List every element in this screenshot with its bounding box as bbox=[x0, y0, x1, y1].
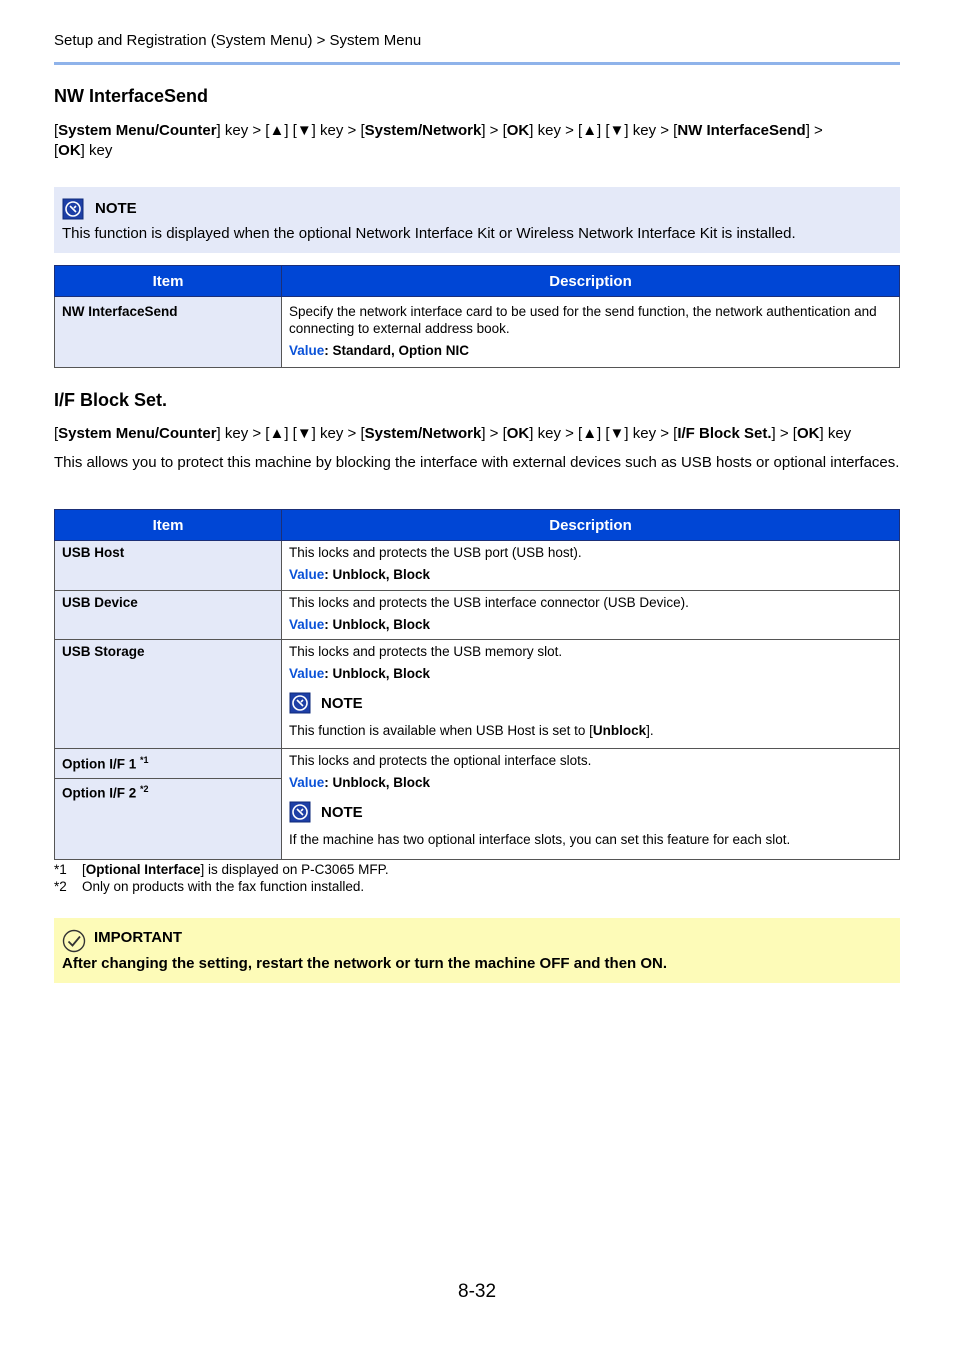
footnote-2-text: Only on products with the fax function installed. bbox=[82, 879, 365, 894]
description-text: This locks and protects the USB interface connector (USB Device). bbox=[289, 595, 689, 610]
row-item-usb-host: USB Host bbox=[55, 541, 282, 591]
menu-path-text: [ bbox=[54, 425, 59, 442]
value-line bbox=[289, 616, 892, 633]
intro-paragraph: This allows you to protect this machine by blocking the interface with external devices such as USB hosts or optional interfaces. bbox=[54, 454, 900, 471]
menu-path-text: ] key > [▲] [▼] key > [ bbox=[216, 425, 365, 442]
note-text: This function is displayed when the optional Network Interface Kit or Wireless Network Interface Kit is installed. bbox=[62, 225, 796, 242]
table-row bbox=[55, 297, 900, 368]
menu-path-text: [ bbox=[54, 142, 59, 159]
value-options: : Unblock, Block bbox=[324, 617, 431, 632]
page-number: 8-32 bbox=[458, 1281, 497, 1302]
value-options: : Unblock, Block bbox=[324, 567, 431, 582]
menu-key-name: System Menu/Counter bbox=[58, 122, 217, 139]
menu-path-text: ] > bbox=[805, 122, 823, 139]
table-header-item: Item bbox=[55, 510, 282, 541]
footnote-ref-2: *2 bbox=[140, 783, 149, 794]
table-header-item: Item bbox=[55, 266, 282, 297]
value-options: : Unblock, Block bbox=[324, 666, 431, 681]
table-row bbox=[55, 640, 900, 749]
menu-path-if-block-set bbox=[54, 424, 900, 444]
inner-note-text: If the machine has two optional interface slots, you can set this feature for each slot. bbox=[289, 832, 791, 847]
important-heading: IMPORTANT bbox=[94, 929, 183, 946]
value-line bbox=[289, 566, 892, 583]
inner-note-heading: NOTE bbox=[321, 694, 363, 712]
menu-path-text: ] > [ bbox=[771, 425, 797, 442]
footnote-1-bold: Optional Interface bbox=[85, 862, 201, 877]
row-description bbox=[282, 640, 900, 749]
value-line bbox=[289, 774, 892, 791]
menu-path-text: [ bbox=[54, 122, 59, 139]
value-options: : Standard, Option NIC bbox=[324, 343, 470, 358]
header-divider bbox=[54, 62, 900, 65]
menu-path-text: ] > [ bbox=[481, 425, 507, 442]
footnote-2 bbox=[54, 878, 364, 895]
value-options: : Unblock, Block bbox=[324, 775, 431, 790]
menu-path-text: ] key > [▲] [▼] key > [ bbox=[216, 122, 365, 139]
if-block-set-table bbox=[54, 509, 900, 860]
value-label: Value bbox=[289, 567, 325, 582]
menu-key-name: System/Network bbox=[364, 122, 482, 139]
important-text: After changing the setting, restart the network or turn the machine OFF and then ON. bbox=[62, 955, 668, 972]
section-title-if-block-set: I/F Block Set. bbox=[54, 390, 168, 410]
note-heading: NOTE bbox=[95, 200, 137, 217]
inner-note-text bbox=[289, 722, 892, 739]
description-text: This locks and protects the optional interface slots. bbox=[289, 753, 592, 768]
value-label: Value bbox=[289, 343, 325, 358]
important-box bbox=[54, 918, 900, 983]
description-text: This locks and protects the USB memory slot. bbox=[289, 644, 563, 659]
table-row bbox=[55, 541, 900, 591]
menu-key-name: System/Network bbox=[364, 425, 482, 442]
value-label: Value bbox=[289, 666, 325, 681]
footnote-1-pre: [ bbox=[82, 862, 86, 877]
menu-path-text: ] key > [▲] [▼] key > [ bbox=[529, 425, 678, 442]
menu-path-line bbox=[54, 424, 900, 444]
section-title-nw-interfacesend: NW InterfaceSend bbox=[54, 86, 209, 106]
page-header-breadcrumb: Setup and Registration (System Menu) > System Menu bbox=[54, 32, 422, 49]
menu-key-name: NW InterfaceSend bbox=[677, 122, 806, 139]
menu-path-text: ] key bbox=[819, 425, 852, 442]
option-if-2-label: Option I/F 2 bbox=[62, 785, 140, 800]
footnote-2-mark: *2 bbox=[54, 879, 67, 894]
row-item-option-if-2 bbox=[55, 778, 282, 859]
note-box bbox=[54, 187, 900, 253]
inner-note-heading-row bbox=[289, 692, 892, 714]
menu-path-line-1 bbox=[54, 121, 900, 141]
note-text-bold: Unblock bbox=[592, 723, 647, 738]
row-description bbox=[282, 297, 900, 368]
note-icon bbox=[289, 801, 311, 823]
value-line bbox=[289, 342, 892, 359]
description-text: This locks and protects the USB port (USB host). bbox=[289, 545, 582, 560]
footnote-1-post: ] is displayed on P-C3065 MFP. bbox=[200, 862, 389, 877]
table-header-description: Description bbox=[282, 266, 900, 297]
menu-key-name: OK bbox=[796, 425, 820, 442]
menu-path-text: ] key bbox=[80, 142, 113, 159]
table-header-description: Description bbox=[282, 510, 900, 541]
row-description bbox=[282, 749, 900, 860]
value-label: Value bbox=[289, 617, 325, 632]
menu-path-line-2 bbox=[54, 141, 900, 161]
inner-note-heading-row bbox=[289, 801, 892, 823]
table-row bbox=[55, 749, 900, 779]
note-text-pre: This function is available when USB Host is set to [ bbox=[289, 723, 593, 738]
row-item-nw-interfacesend: NW InterfaceSend bbox=[55, 297, 282, 368]
row-description bbox=[282, 541, 900, 591]
note-icon bbox=[289, 692, 311, 714]
nw-interfacesend-table bbox=[54, 265, 900, 368]
menu-path-text: ] key > [▲] [▼] key > [ bbox=[529, 122, 678, 139]
row-item-option-if-1 bbox=[55, 749, 282, 779]
row-description bbox=[282, 591, 900, 640]
description-text: Specify the network interface card to be used for the send function, the network authentication and connecting to external address book. bbox=[289, 304, 877, 336]
value-line bbox=[289, 665, 892, 682]
table-row bbox=[55, 591, 900, 640]
menu-path-nw-interfacesend bbox=[54, 121, 900, 161]
note-icon bbox=[62, 198, 84, 220]
value-label: Value bbox=[289, 775, 325, 790]
checkmark-icon bbox=[62, 929, 86, 953]
menu-path-text: ] > [ bbox=[481, 122, 507, 139]
footnote-1-mark: *1 bbox=[54, 862, 67, 877]
menu-key-name: OK bbox=[58, 142, 81, 159]
footnote-ref-1: *1 bbox=[140, 755, 149, 765]
note-text-post: ]. bbox=[646, 723, 654, 738]
row-item-usb-device: USB Device bbox=[55, 591, 282, 640]
footnote-1 bbox=[54, 861, 389, 878]
menu-key-name: I/F Block Set. bbox=[677, 425, 772, 442]
menu-key-name: System Menu/Counter bbox=[58, 425, 217, 442]
inner-note-heading: NOTE bbox=[321, 803, 363, 821]
row-item-usb-storage: USB Storage bbox=[55, 640, 282, 749]
menu-key-name: OK bbox=[506, 122, 530, 139]
menu-key-name: OK bbox=[506, 425, 530, 442]
option-if-1-label: Option I/F 1 bbox=[62, 756, 140, 772]
